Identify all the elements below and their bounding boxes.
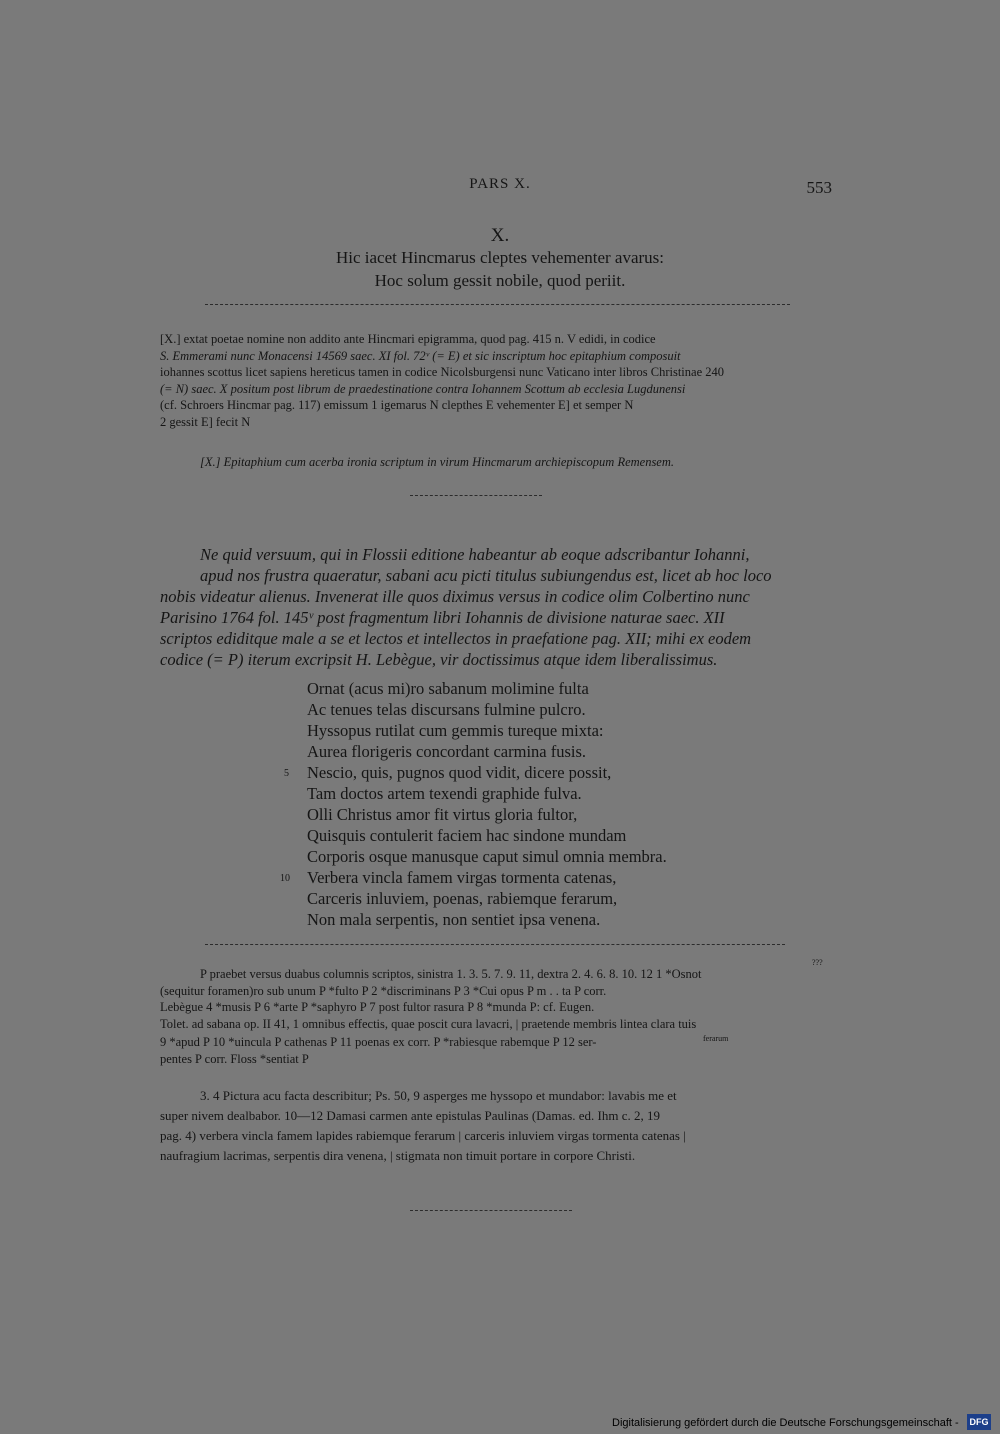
epigram-line-2: Hoc solum gessit nobile, quod periit. xyxy=(374,271,626,290)
supralinear-note-2: ferarum xyxy=(703,1034,729,1043)
poem-line-10: Verbera vincla famem virgas tormenta catenas, xyxy=(307,868,617,887)
note-line: P praebet versus duabus columnis scriptos, sinistra 1. 3. 5. 7. 9. 11, dextra 2. 4. 6. 8. 10. 12 1 *Osnot xyxy=(200,967,702,981)
divider-short xyxy=(410,1210,572,1212)
apparatus-block-2 xyxy=(160,454,832,471)
source-notes xyxy=(160,1086,832,1166)
apparatus-line: (cf. Schroers Hincmar pag. 117) emissum 1 igemarus N clepthes E vehementer E] et semper N xyxy=(160,398,634,412)
apparatus-line: [X.] extat poetae nomine non addito ante Hincmari epigramma, quod pag. 415 n. V edidi, in codice xyxy=(160,332,656,346)
note-line: Tolet. ad sabana op. II 41, 1 omnibus effectis, quae poscit cura lavacri, | praetende membris lintea clara tuis xyxy=(160,1016,697,1031)
dfg-logo: DFG xyxy=(967,1414,991,1430)
divider-short xyxy=(410,495,542,497)
poem-line-1: Ornat (acus mi)ro sabanum molimine fulta xyxy=(307,679,589,698)
poem-line-6: Tam doctos artem texendi graphide fulva. xyxy=(307,784,582,803)
apparatus-line: iohannes scottus licet sapiens hereticus tamen in codice Nicolsburgensi nunc Vaticano inter libros Christinae 240 xyxy=(160,365,724,379)
poem-line-2: Ac tenues telas discursans fulmine pulcro. xyxy=(307,700,586,719)
line-number-5: 5 xyxy=(284,768,289,779)
supralinear-note-1: ??? xyxy=(812,958,823,967)
divider xyxy=(205,944,785,946)
note-line: 3. 4 Pictura acu facta describitur; Ps. 50, 9 asperges me hyssopo et mundabor: lavabis me et xyxy=(200,1088,677,1103)
intro-paragraph xyxy=(160,544,832,670)
poem-line-11: Carceris inluviem, poenas, rabiemque ferarum, xyxy=(307,889,618,908)
running-head: PARS X. xyxy=(469,176,531,192)
apparatus-block-1 xyxy=(160,331,832,430)
line-number-10: 10 xyxy=(280,873,290,884)
poem-line-8: Quisquis contulerit faciem hac sindone mundam xyxy=(307,826,627,845)
divider xyxy=(205,304,790,306)
note-line: super nivem dealbabor. 10—12 Damasi carmen ante epistulas Paulinas (Damas. ed. Ihm c. 2, 19 xyxy=(160,1108,661,1123)
note-line: pentes P corr. Floss *sentiat P xyxy=(160,1051,309,1066)
apparatus-line: (= N) saec. X positum post librum de praedestinatione contra Iohannem Scottum ab ecclesia Lugdunensi xyxy=(160,381,686,396)
apparatus-line: 2 gessit E] fecit N xyxy=(160,414,251,429)
section-numeral: X. xyxy=(490,225,510,246)
poem-line-9: Corporis osque manusque caput simul omnia membra. xyxy=(307,847,667,866)
note-line: pag. 4) verbera vincla famem lapides rabiemque ferarum | carceris inluviem virgas tormenta catenas | xyxy=(160,1128,686,1143)
intro-line: Parisino 1764 fol. 145ᵛ post fragmentum libri Iohannis de divisione naturae saec. XII xyxy=(160,608,725,627)
poem-line-4: Aurea florigeris concordant carmina fusis. xyxy=(307,742,587,761)
note-line: (sequitur foramen)ro sub unum P *fulto P 2 *discriminans P 3 *Cui opus P m . . ta P corr. xyxy=(160,983,607,998)
note-line: naufragium lacrimas, serpentis dira venena, | stigmata non timuit portare in corpore Christi. xyxy=(160,1148,636,1163)
intro-line: Ne quid versuum, qui in Flossii editione habeantur ab eoque adscribantur Iohanni, xyxy=(200,545,750,564)
note-line: 9 *apud P 10 *uincula P cathenas P 11 poenas ex corr. P *rabiesque rabemque P 12 ser- xyxy=(160,1035,597,1049)
critical-notes xyxy=(160,966,832,1067)
intro-line: scriptos ediditque male a se et lectos et intellectos in praefatione pag. XII; mihi ex eodem xyxy=(160,629,752,648)
apparatus-line: [X.] Epitaphium cum acerba ironia scriptum in virum Hincmarum archiepiscopum Remensem. xyxy=(200,455,675,469)
epigram-line-1: Hic iacet Hincmarus cleptes vehementer avarus: xyxy=(335,248,665,267)
poem-line-12: Non mala serpentis, non sentiet ipsa venena. xyxy=(307,910,601,929)
intro-line: apud nos frustra quaeratur, sabani acu picti titulus subiungendus est, licet ab hoc loco xyxy=(200,566,772,585)
poem-line-5: Nescio, quis, pugnos quod vidit, dicere possit, xyxy=(307,763,612,782)
poem-line-3: Hyssopus rutilat cum gemmis tureque mixta: xyxy=(307,721,604,740)
funding-credit: Digitalisierung gefördert durch die Deutsche Forschungsgemeinschaft - xyxy=(612,1417,959,1429)
page-number: 553 xyxy=(806,178,832,197)
intro-line: nobis videatur alienus. Invenerat ille quos diximus versus in codice olim Colbertino nunc xyxy=(160,587,750,606)
apparatus-line: S. Emmerami nunc Monacensi 14569 saec. XI fol. 72ᵛ (= E) et sic inscriptum hoc epitaphium composuit xyxy=(160,348,681,363)
intro-line: codice (= P) iterum excripsit H. Lebègue, vir doctissimus atque idem liberalissimus. xyxy=(160,650,718,669)
note-line: Lebègue 4 *musis P 6 *arte P *saphyro P 7 post fultor rasura P 8 *munda P: cf. Eugen. xyxy=(160,1000,595,1014)
poem-line-7: Olli Christus amor fit virtus gloria fultor, xyxy=(307,805,578,824)
